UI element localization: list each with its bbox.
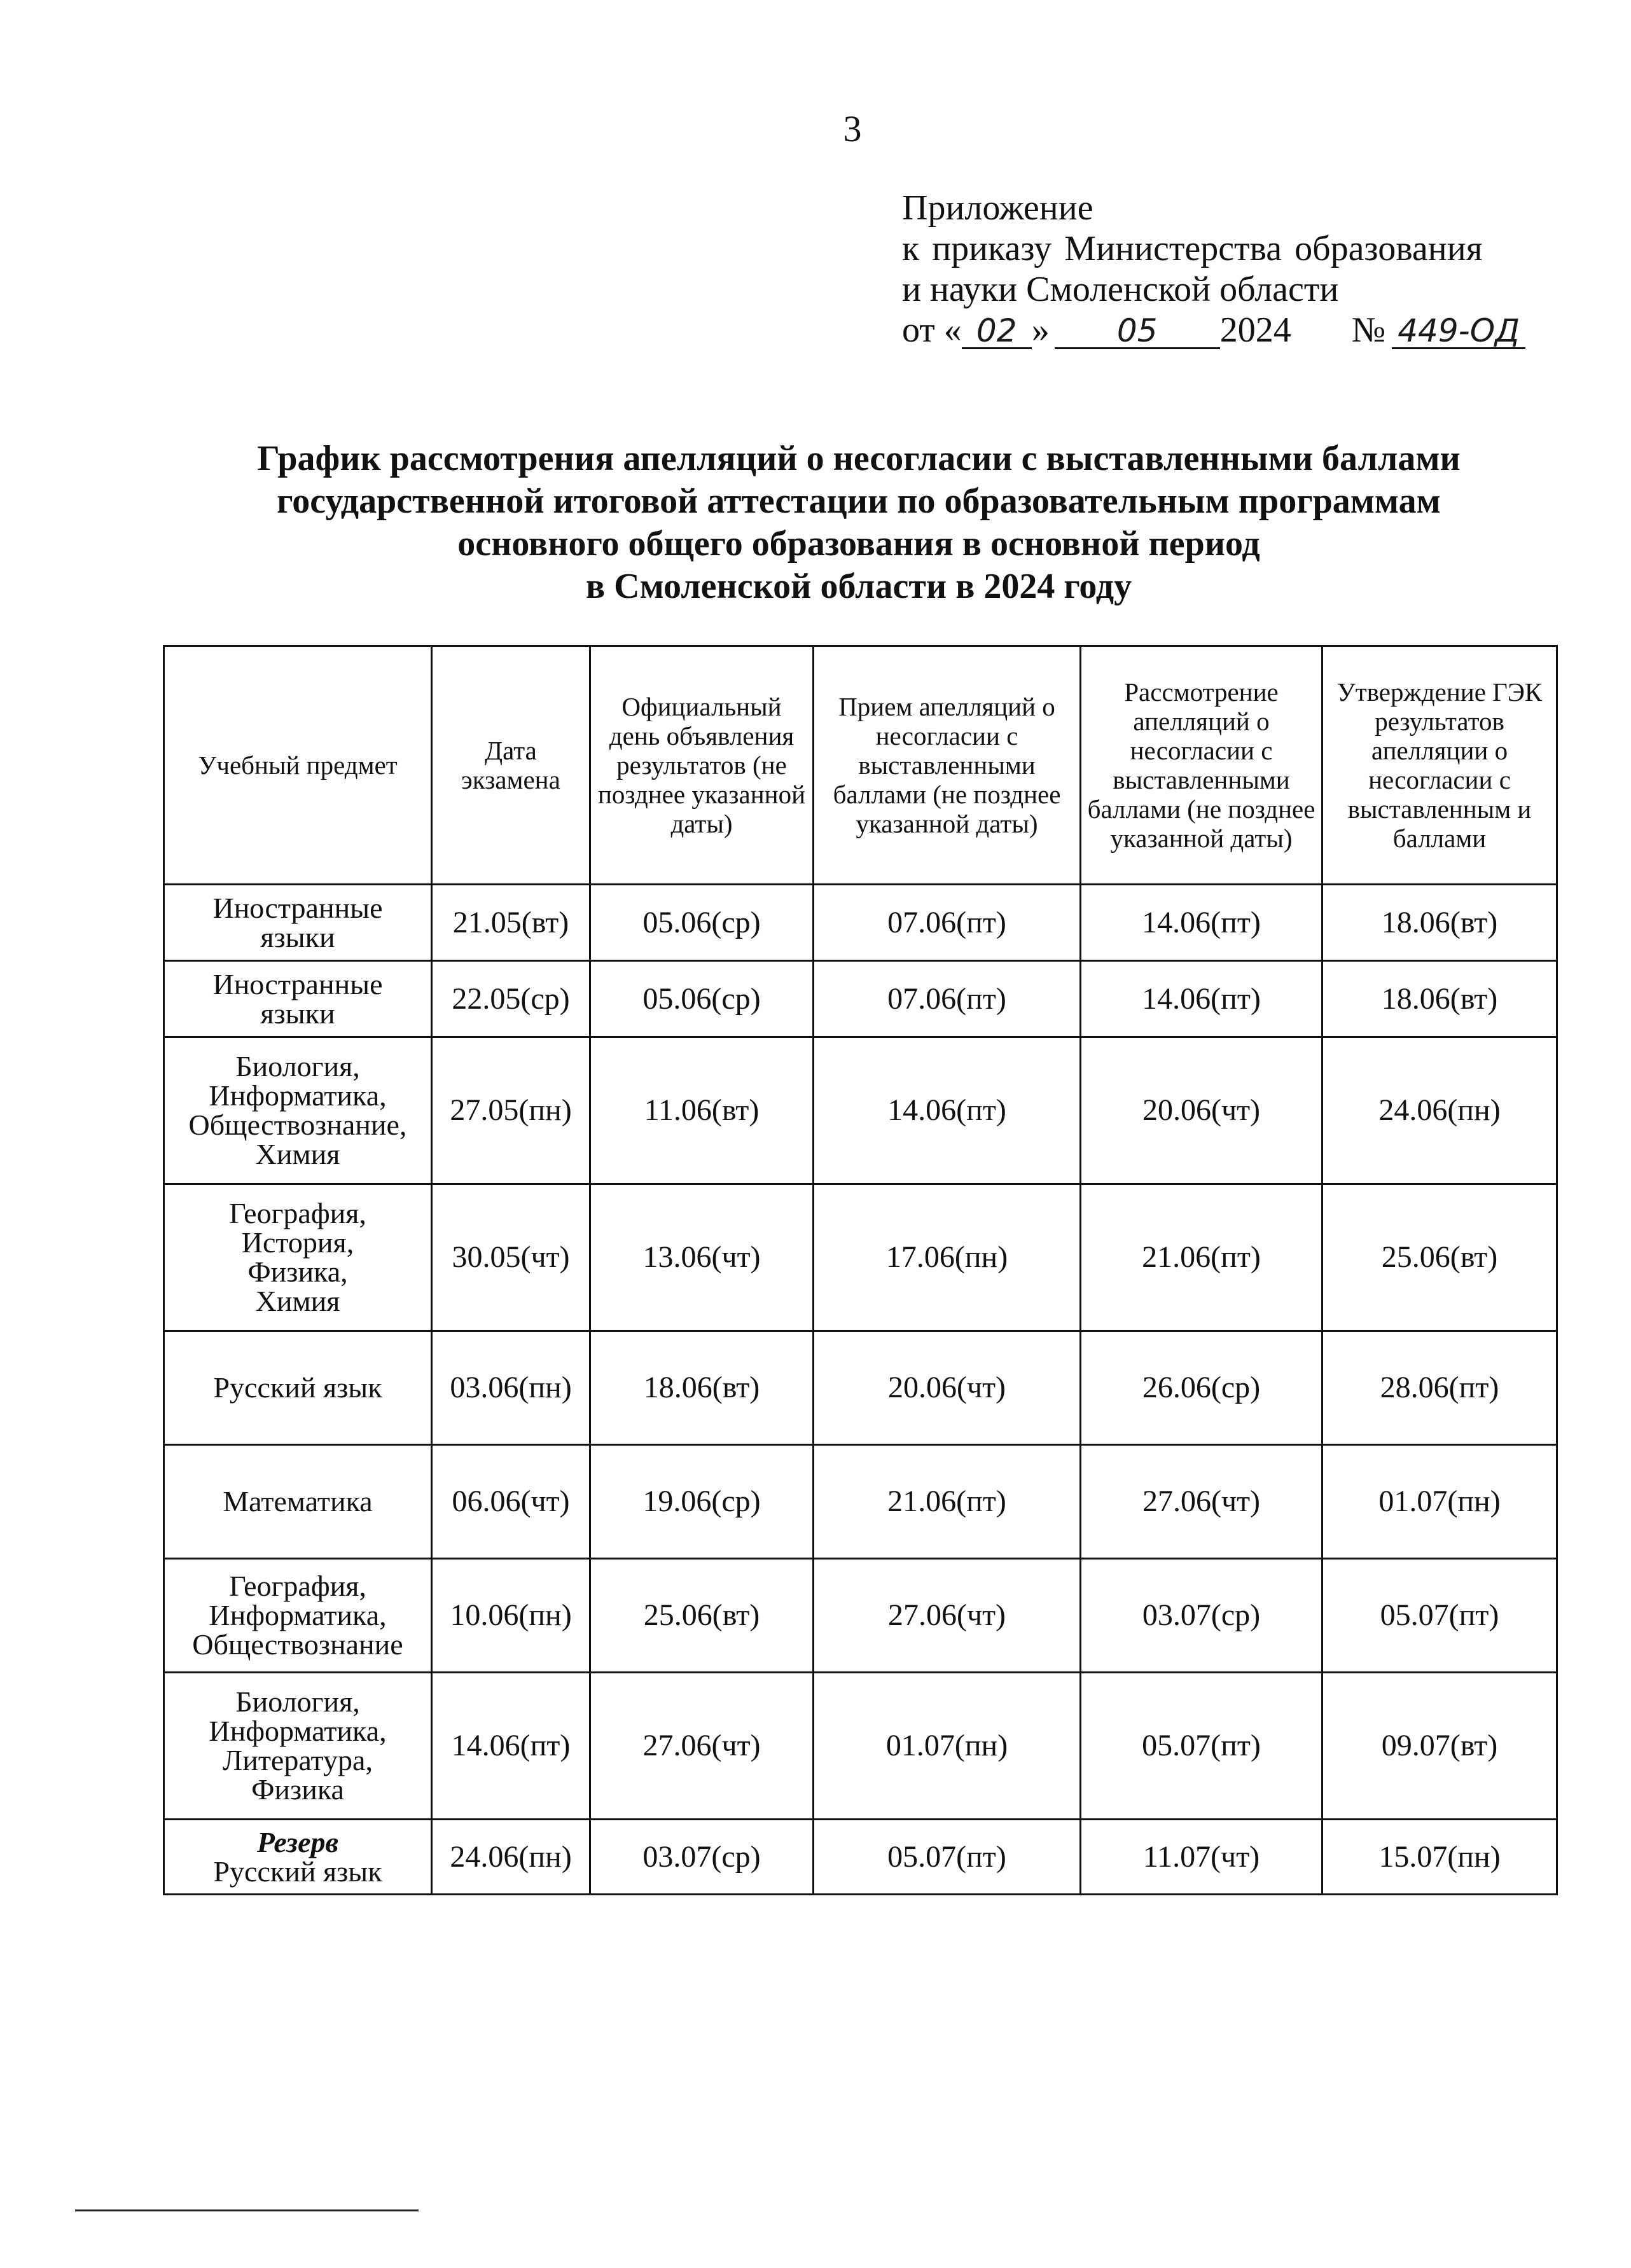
review-date-cell: 21.06(пт) [1081,1184,1322,1331]
appeals-schedule-table [163,645,1558,1895]
date-mid: » [1031,310,1050,350]
subject-cell: Иностранные языки [164,961,432,1037]
exam-date-cell: 21.05(вт) [432,885,590,961]
results-date-cell: 03.07(ср) [590,1820,814,1895]
appendix-date-line [902,310,1525,350]
subject-cell: Математика [164,1445,432,1559]
review-date-cell: 14.06(пт) [1081,961,1322,1037]
results-date-cell: 18.06(вт) [590,1331,814,1445]
order-number-handwritten: 449-ОД [1392,314,1525,349]
title-line-1: График рассмотрения апелляций о несогласии с выставленными баллами [257,439,1461,478]
table-row [164,1445,1557,1559]
table-header-row [164,646,1557,885]
review-date-cell: 27.06(чт) [1081,1445,1322,1559]
date-prefix: от « [902,310,962,350]
exam-date-cell: 30.05(чт) [432,1184,590,1331]
title-line-3: основного общего образования в основной период [457,524,1260,564]
review-date-cell: 05.07(пт) [1081,1673,1322,1820]
results-date-cell: 27.06(чт) [590,1673,814,1820]
accept-date-cell: 17.06(пн) [814,1184,1081,1331]
table-row [164,1184,1557,1331]
exam-date-cell: 06.06(чт) [432,1445,590,1559]
accept-date-cell: 14.06(пт) [814,1037,1081,1184]
reserve-label: Резерв [256,1825,339,1858]
approve-date-cell: 15.07(пн) [1322,1820,1557,1895]
subject-cell: География, Информатика, Обществознание [164,1559,432,1673]
header-exam-date: Дата экзамена [432,646,590,885]
table-row [164,1331,1557,1445]
subject-cell: Биология, Информатика, Обществознание, Химия [164,1037,432,1184]
header-results-date: Официальный день объявления результатов (не позднее указанной даты) [590,646,814,885]
approve-date-cell: 18.06(вт) [1322,961,1557,1037]
exam-date-cell: 22.05(ср) [432,961,590,1037]
accept-date-cell: 07.06(пт) [814,961,1081,1037]
exam-date-cell: 10.06(пн) [432,1559,590,1673]
accept-date-cell: 01.07(пн) [814,1673,1081,1820]
approve-date-cell: 28.06(пт) [1322,1331,1557,1445]
accept-date-cell: 20.06(чт) [814,1331,1081,1445]
review-date-cell: 11.07(чт) [1081,1820,1322,1895]
date-month-handwritten: 05 [1055,314,1220,349]
table-row [164,1673,1557,1820]
approve-date-cell: 25.06(вт) [1322,1184,1557,1331]
subject-cell: Биология, Информатика, Литература, Физика [164,1673,432,1820]
accept-date-cell: 21.06(пт) [814,1445,1081,1559]
footnote-divider [75,2209,419,2211]
results-date-cell: 11.06(вт) [590,1037,814,1184]
header-subject: Учебный предмет [164,646,432,885]
approve-date-cell: 09.07(вт) [1322,1673,1557,1820]
date-day-handwritten: 02 [962,314,1032,349]
review-date-cell: 26.06(ср) [1081,1331,1322,1445]
results-date-cell: 05.06(ср) [590,961,814,1037]
title-line-4: в Смоленской области в 2024 году [585,567,1132,606]
approve-date-cell: 18.06(вт) [1322,885,1557,961]
subject-cell: Иностранные языки [164,885,432,961]
subject-cell: География, История, Физика, Химия [164,1184,432,1331]
appendix-line-1: Приложение [902,188,1093,228]
approve-date-cell: 24.06(пн) [1322,1037,1557,1184]
table-row [164,961,1557,1037]
results-date-cell: 05.06(ср) [590,885,814,961]
table-row [164,1559,1557,1673]
title-line-2: государственной итоговой аттестации по образовательным программам [277,481,1441,521]
document-title [127,438,1590,608]
subject-cell: Резерв Русский язык [164,1820,432,1895]
number-prefix: № [1351,310,1386,350]
appendix-block [902,188,1525,350]
exam-date-cell: 03.06(пн) [432,1331,590,1445]
approve-date-cell: 01.07(пн) [1322,1445,1557,1559]
review-date-cell: 20.06(чт) [1081,1037,1322,1184]
review-date-cell: 14.06(пт) [1081,885,1322,961]
appendix-line-2: к приказу Министерства образования [902,229,1483,268]
accept-date-cell: 05.07(пт) [814,1820,1081,1895]
table-row [164,885,1557,961]
table-row [164,1037,1557,1184]
results-date-cell: 19.06(ср) [590,1445,814,1559]
date-year: 2024 [1219,310,1291,350]
approve-date-cell: 05.07(пт) [1322,1559,1557,1673]
appendix-line-3: и науки Смоленской области [902,270,1339,309]
exam-date-cell: 24.06(пн) [432,1820,590,1895]
header-gek-approval: Утверждение ГЭК результатов апелляции о несогласии с выставленным и баллами [1322,646,1557,885]
exam-date-cell: 27.05(пн) [432,1037,590,1184]
table-row [164,1820,1557,1895]
accept-date-cell: 27.06(чт) [814,1559,1081,1673]
subject-cell: Русский язык [164,1331,432,1445]
header-appeal-review: Рассмотрение апелляций о несогласии с выставленными баллами (не позднее указанной даты) [1081,646,1322,885]
accept-date-cell: 07.06(пт) [814,885,1081,961]
review-date-cell: 03.07(ср) [1081,1559,1322,1673]
exam-date-cell: 14.06(пт) [432,1673,590,1820]
results-date-cell: 13.06(чт) [590,1184,814,1331]
page-number: 3 [843,108,862,149]
results-date-cell: 25.06(вт) [590,1559,814,1673]
header-appeal-accept: Прием апелляций о несогласии с выставленными баллами (не позднее указанной даты) [814,646,1081,885]
